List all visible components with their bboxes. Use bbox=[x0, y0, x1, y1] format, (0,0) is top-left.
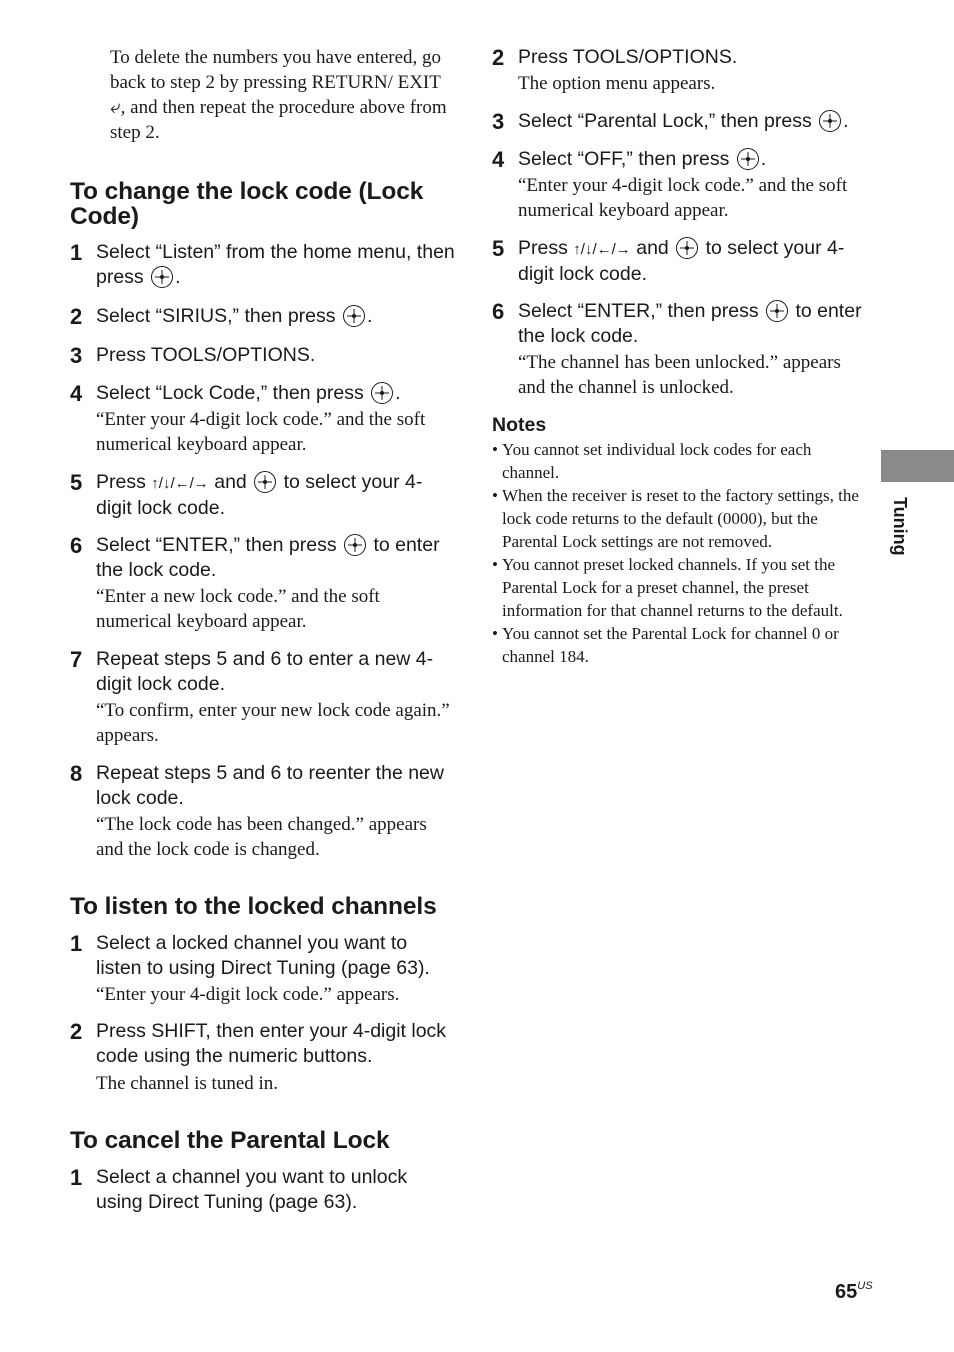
cancel-step-2-note: The option menu appears. bbox=[518, 73, 716, 94]
enter-button-icon bbox=[819, 110, 841, 132]
note-item: • You cannot preset locked channels. If you set the Parental Lock for a preset channel, the preset information for that channel returns to the default. bbox=[492, 553, 872, 622]
notes-heading: Notes bbox=[492, 414, 547, 436]
step-6-note: “Enter a new lock code.” and the soft numerical keyboard appear. bbox=[96, 586, 380, 632]
section-title-change-lock-code: To change the lock code (Lock Code) bbox=[70, 178, 424, 230]
cancel-step-4-note: “Enter your 4-digit lock code.” and the soft numerical keyboard appear. bbox=[518, 175, 848, 221]
listen-step-2-note: The channel is tuned in. bbox=[96, 1073, 279, 1094]
note-item: • You cannot set individual lock codes for each channel. bbox=[492, 438, 872, 484]
arrow-buttons-icon: ↑/↓/←/→ bbox=[151, 475, 209, 492]
return-exit-icon: ⤶ bbox=[110, 96, 121, 118]
enter-button-icon bbox=[254, 471, 276, 493]
intro-paragraph: To delete the numbers you have entered, go back to step 2 by pressing RETURN/ EXIT ⤶, and then repeat the procedure above from step 2. bbox=[110, 47, 447, 143]
step-1: 1 Select “Listen” from the home menu, then press . bbox=[70, 240, 455, 288]
page-number: $65^{US}$ bbox=[835, 1280, 873, 1303]
enter-button-icon bbox=[737, 148, 759, 170]
step-8-note: “The lock code has been changed.” appears and the lock code is changed. bbox=[96, 814, 427, 860]
section-tab-label: Tuning bbox=[890, 497, 910, 556]
section-tab-marker bbox=[881, 450, 954, 482]
enter-button-icon bbox=[371, 382, 393, 404]
notes-list bbox=[492, 438, 872, 668]
section-title-listen-locked: To listen to the locked channels bbox=[70, 893, 437, 920]
cancel-step-6-note: “The channel has been unlocked.” appears and the channel is unlocked. bbox=[518, 352, 841, 398]
step-7-note: “To confirm, enter your new lock code again.” appears. bbox=[96, 700, 450, 746]
arrow-buttons-icon: ↑/↓/←/→ bbox=[573, 241, 631, 258]
note-item: • When the receiver is reset to the factory settings, the lock code returns to the default (0000), but the Parental Lock settings are not removed. bbox=[492, 484, 872, 553]
note-item: • You cannot set the Parental Lock for channel 0 or channel 184. bbox=[492, 622, 872, 668]
enter-button-icon bbox=[151, 266, 173, 288]
enter-button-icon bbox=[343, 305, 365, 327]
enter-button-icon bbox=[344, 534, 366, 556]
enter-button-icon bbox=[766, 300, 788, 322]
enter-button-icon bbox=[676, 237, 698, 259]
listen-step-1-note: “Enter your 4-digit lock code.” appears. bbox=[96, 984, 400, 1005]
step-4-note: “Enter your 4-digit lock code.” and the soft numerical keyboard appear. bbox=[96, 409, 426, 455]
section-title-cancel-parental-lock: To cancel the Parental Lock bbox=[70, 1127, 390, 1154]
